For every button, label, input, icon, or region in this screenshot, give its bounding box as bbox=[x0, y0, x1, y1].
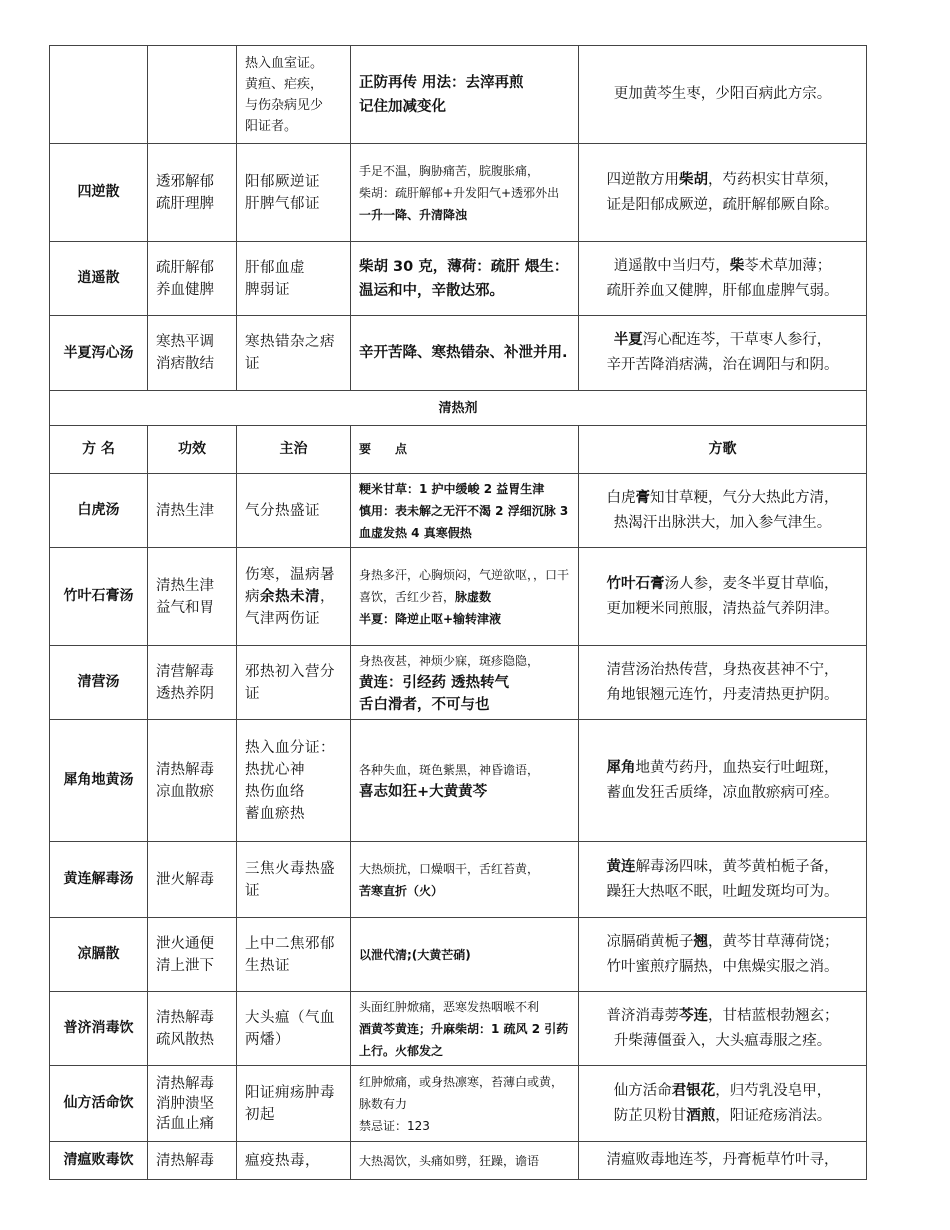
key-point-line: 粳米甘草：1 护中缓峻 2 益胃生津 bbox=[359, 481, 545, 496]
indication-text: ，气津两伤证 bbox=[245, 588, 335, 627]
table-row-zhuye bbox=[50, 548, 867, 646]
indication-cell bbox=[237, 720, 351, 842]
effect-line: 消肿溃坚 bbox=[156, 1095, 214, 1112]
song-text: 地黄芍药丹，血热妄行吐衄斑， bbox=[635, 759, 839, 776]
formula-song-cell: 更加黄芩生枣，少阳百病此方宗。 bbox=[579, 46, 867, 144]
indication-line: 肝郁血虚 bbox=[245, 259, 305, 276]
formula-song-cell bbox=[579, 316, 867, 391]
key-point-line: 红肿焮痛，或身热凛寒，苔薄白或黄，脉数有力 bbox=[359, 1074, 564, 1111]
indication-cell bbox=[237, 548, 351, 646]
song-text: ，芍药枳实甘草须， bbox=[708, 171, 839, 188]
table-row-baihu bbox=[50, 474, 867, 548]
song-text: ，甘桔蓝根勃翘玄； bbox=[708, 1007, 839, 1024]
table-row-huanglian bbox=[50, 842, 867, 918]
song-line: 角地银翘元连竹，丹麦清热更护阴。 bbox=[606, 686, 839, 703]
effect-cell bbox=[148, 548, 237, 646]
header-effect: 功效 bbox=[148, 426, 237, 474]
formula-song-cell bbox=[579, 144, 867, 242]
key-points-cell bbox=[351, 720, 579, 842]
effect-cell bbox=[148, 720, 237, 842]
indication-line: 阳郁厥逆证 bbox=[245, 173, 320, 190]
section-row bbox=[50, 391, 867, 426]
table-row-banxia bbox=[50, 316, 867, 391]
indication-cell: 瘟疫热毒， bbox=[237, 1142, 351, 1180]
song-line: 竹叶蜜煎疗膈热，中焦燥实服之消。 bbox=[606, 958, 839, 975]
effect-line: 清热生津 bbox=[156, 577, 214, 594]
header-song: 方歌 bbox=[579, 426, 867, 474]
effect-line: 透热养阴 bbox=[156, 685, 214, 702]
song-emphasis: 柴胡 bbox=[679, 171, 708, 188]
formula-song-cell bbox=[579, 842, 867, 918]
song-text: 汤人参，麦冬半夏甘草临， bbox=[664, 575, 839, 592]
song-emphasis: 酒煎 bbox=[686, 1107, 716, 1124]
song-text: ，归芍乳没皂甲， bbox=[715, 1082, 832, 1099]
formula-song-cell: 清瘟败毒地连芩，丹膏栀草竹叶寻， bbox=[579, 1142, 867, 1180]
effect-cell: 清热解毒 bbox=[148, 1142, 237, 1180]
key-point-line: 柴胡：疏肝解郁+升发阳气+透邪外出 bbox=[359, 185, 560, 200]
song-text: ，黄芩甘草薄荷饶； bbox=[708, 933, 839, 950]
effect-cell bbox=[148, 46, 237, 144]
formula-name-cell: 四逆散 bbox=[50, 144, 148, 242]
key-point-line: 记住加减变化 bbox=[359, 98, 446, 115]
table-row-xianfang bbox=[50, 1066, 867, 1142]
effect-line: 疏肝解郁 bbox=[156, 259, 214, 276]
song-line: 躁狂大热呕不眠，吐衄发斑均可为。 bbox=[606, 883, 839, 900]
key-point-line: 大热烦扰，口燥咽干，舌红苔黄， bbox=[359, 861, 540, 876]
song-emphasis: 竹叶石膏 bbox=[606, 575, 665, 592]
table-row-xiaoyao bbox=[50, 242, 867, 316]
effect-cell bbox=[148, 992, 237, 1066]
key-points-cell: 辛开苦降、寒热错杂、补泄并用. bbox=[351, 316, 579, 391]
song-text: 四逆散方用 bbox=[606, 171, 679, 188]
song-emphasis: 翘 bbox=[693, 933, 708, 950]
song-emphasis: 犀角 bbox=[606, 759, 636, 776]
song-line: 证是阳郁成厥逆，疏肝解郁厥自除。 bbox=[606, 196, 839, 213]
table-row-qingying bbox=[50, 646, 867, 720]
table-row-sini bbox=[50, 144, 867, 242]
effect-cell: 清热生津 bbox=[148, 474, 237, 548]
indication-cell: 邪热初入营分证 bbox=[237, 646, 351, 720]
indication-cell: 上中二焦邪郁生热证 bbox=[237, 918, 351, 992]
song-line: 升柴薄僵蚕入，大头瘟毒服之痊。 bbox=[613, 1032, 832, 1049]
indication-cell: 寒热错杂之痞证 bbox=[237, 316, 351, 391]
song-line: 疏肝养血又健脾，肝郁血虚脾气弱。 bbox=[606, 282, 839, 299]
key-points-cell bbox=[351, 474, 579, 548]
table-row-continuation bbox=[50, 46, 867, 144]
indication-line: 肝脾气郁证 bbox=[245, 195, 320, 212]
effect-line: 消痞散结 bbox=[156, 356, 214, 372]
key-point-line: 头面红肿焮痛，恶寒发热咽喉不利 bbox=[359, 999, 540, 1014]
key-point-line: 黄连：引经药 透热转气 bbox=[359, 674, 510, 691]
key-point-line: 一升一降、升清降浊 bbox=[359, 207, 468, 222]
key-point-line: 舌白滑者，不可与也 bbox=[359, 696, 490, 713]
formula-song-cell bbox=[579, 242, 867, 316]
formula-song-cell bbox=[579, 1066, 867, 1142]
effect-line: 清热解毒 bbox=[156, 761, 214, 778]
key-point-line: 慎用：表未解之无汗不渴 2 浮细沉脉 3 血虚发热 4 真寒假热 bbox=[359, 503, 569, 540]
table-row-liangge bbox=[50, 918, 867, 992]
header-row bbox=[50, 426, 867, 474]
formula-song-cell bbox=[579, 474, 867, 548]
song-text: 普济消毒蒡 bbox=[606, 1007, 679, 1024]
header-key-points: 要 点 bbox=[351, 426, 579, 474]
indication-line: 阳证者。 bbox=[245, 118, 298, 134]
key-points-cell bbox=[351, 646, 579, 720]
song-text: 苓术草加薄； bbox=[744, 257, 832, 274]
table-row-puji bbox=[50, 992, 867, 1066]
formula-song-cell bbox=[579, 992, 867, 1066]
key-point-line: 酒黄芩黄连；升麻柴胡：1 疏风 2 引药上行。火郁发之 bbox=[359, 1021, 569, 1058]
song-emphasis: 柴 bbox=[729, 257, 745, 274]
key-points-cell bbox=[351, 992, 579, 1066]
formula-name-cell: 清营汤 bbox=[50, 646, 148, 720]
indication-line: 脾弱证 bbox=[245, 281, 290, 298]
song-line bbox=[585, 1104, 860, 1129]
indication-line: 蓄血瘀热 bbox=[245, 805, 305, 822]
effect-line: 活血止痛 bbox=[156, 1115, 214, 1132]
formula-song-cell bbox=[579, 646, 867, 720]
key-point-line: 身热夜甚，神烦少寐，斑疹隐隐， bbox=[359, 653, 540, 668]
key-points-cell bbox=[351, 842, 579, 918]
song-line: 更加粳米同煎服，清热益气养阴津。 bbox=[606, 600, 839, 617]
key-point-line: 各种失血，斑色紫黑，神昏谵语， bbox=[359, 762, 540, 777]
key-points-cell bbox=[351, 46, 579, 144]
formula-name-cell: 竹叶石膏汤 bbox=[50, 548, 148, 646]
effect-line: 寒热平调 bbox=[156, 334, 214, 350]
section-title: 清热剂 bbox=[50, 391, 867, 426]
effect-line: 养血健脾 bbox=[156, 281, 214, 298]
song-line: 蓄血发狂舌质绛，凉血散瘀病可痊。 bbox=[606, 784, 839, 801]
effect-cell bbox=[148, 1066, 237, 1142]
formula-name-cell: 犀角地黄汤 bbox=[50, 720, 148, 842]
table-row-xijiao bbox=[50, 720, 867, 842]
key-points-cell: 大热渴饮，头痛如劈，狂躁，谵语 bbox=[351, 1142, 579, 1180]
indication-line: 与伤杂病见少 bbox=[245, 97, 324, 113]
key-point-line: 禁忌证：123 bbox=[359, 1118, 430, 1133]
formula-name-cell: 逍遥散 bbox=[50, 242, 148, 316]
key-point-line: 半夏：降逆止呕+输转津液 bbox=[359, 611, 502, 626]
key-point-line: 喜志如狂+大黄黄芩 bbox=[359, 783, 488, 800]
song-emphasis: 黄连 bbox=[606, 858, 636, 875]
indication-cell bbox=[237, 144, 351, 242]
header-indication: 主治 bbox=[237, 426, 351, 474]
formula-name-cell: 黄连解毒汤 bbox=[50, 842, 148, 918]
indication-line: 热入血室证。 bbox=[245, 55, 324, 71]
song-text: ，阳证疮疡消法。 bbox=[715, 1107, 832, 1124]
song-emphasis: 膏 bbox=[635, 489, 650, 506]
song-text: 解毒汤四味，黄芩黄柏栀子备， bbox=[635, 858, 839, 875]
formula-name-cell: 白虎汤 bbox=[50, 474, 148, 548]
key-point-line: 手足不温，胸胁痛苦，脘腹胀痛， bbox=[359, 163, 540, 178]
song-text: 仙方活命 bbox=[613, 1082, 672, 1099]
effect-line: 透邪解郁 bbox=[156, 173, 214, 190]
song-line: 辛开苦降消痞满，治在调阳与和阴。 bbox=[606, 357, 839, 373]
indication-line: 黄疸、疟疾， bbox=[245, 76, 324, 92]
formula-song-cell bbox=[579, 918, 867, 992]
effect-line: 疏风散热 bbox=[156, 1031, 214, 1048]
effect-cell bbox=[148, 316, 237, 391]
effect-line: 清上泄下 bbox=[156, 957, 214, 974]
song-line: 清营汤治热传营，身热夜甚神不宁， bbox=[606, 661, 839, 678]
indication-emphasis: 余热未清 bbox=[260, 588, 320, 605]
song-emphasis: 君银花 bbox=[671, 1082, 716, 1099]
effect-cell bbox=[148, 918, 237, 992]
effect-cell: 泄火解毒 bbox=[148, 842, 237, 918]
song-emphasis: 芩连 bbox=[679, 1007, 708, 1024]
indication-text: 伤寒，温病暑病 bbox=[245, 566, 335, 605]
header-name: 方 名 bbox=[50, 426, 148, 474]
indication-cell: 三焦火毒热盛证 bbox=[237, 842, 351, 918]
key-point-emphasis: 脉虚数 bbox=[455, 589, 492, 604]
song-text: 白虎 bbox=[606, 489, 636, 506]
effect-line: 泄火通便 bbox=[156, 935, 214, 952]
song-text: 防芷贝粉甘 bbox=[613, 1107, 687, 1124]
key-points-cell bbox=[351, 1066, 579, 1142]
formula-name-cell: 普济消毒饮 bbox=[50, 992, 148, 1066]
key-points-cell: 以泄代清;(大黄芒硝) bbox=[351, 918, 579, 992]
effect-line: 益气和胃 bbox=[156, 599, 214, 616]
formula-name-cell: 仙方活命饮 bbox=[50, 1066, 148, 1142]
indication-cell bbox=[237, 46, 351, 144]
song-text: 知甘草粳，气分大热此方清， bbox=[650, 489, 839, 506]
song-text: 凉膈硝黄栀子 bbox=[606, 933, 694, 950]
key-points-cell: 柴胡 30 克，薄荷：疏肝 煨生：温运和中，辛散达邪。 bbox=[351, 242, 579, 316]
table-row-qingwen bbox=[50, 1142, 867, 1180]
song-text: 泻心配连芩，干草枣人参行， bbox=[642, 332, 832, 348]
formula-table bbox=[49, 45, 867, 1180]
indication-cell: 气分热盛证 bbox=[237, 474, 351, 548]
effect-cell bbox=[148, 242, 237, 316]
formula-name-cell: 清瘟败毒饮 bbox=[50, 1142, 148, 1180]
indication-cell: 大头瘟（气血两燔） bbox=[237, 992, 351, 1066]
effect-cell bbox=[148, 646, 237, 720]
effect-line: 凉血散瘀 bbox=[156, 783, 214, 800]
key-points-cell bbox=[351, 548, 579, 646]
effect-cell bbox=[148, 144, 237, 242]
key-point-line: 苦寒直折（火） bbox=[359, 883, 444, 898]
formula-name-cell: 半夏泻心汤 bbox=[50, 316, 148, 391]
indication-cell bbox=[237, 242, 351, 316]
key-point-text: 身热多汗，心胸烦闷，气逆欲呕，，口干喜饮，舌红少苔， bbox=[359, 567, 570, 604]
song-text: 逍遥散中当归芍， bbox=[613, 257, 730, 274]
song-emphasis: 半夏 bbox=[613, 332, 643, 348]
formula-name-cell bbox=[50, 46, 148, 144]
key-points-cell bbox=[351, 144, 579, 242]
effect-line: 清营解毒 bbox=[156, 663, 214, 680]
indication-cell: 阳证痈疡肿毒初起 bbox=[237, 1066, 351, 1142]
effect-line: 疏肝理脾 bbox=[156, 195, 214, 212]
formula-name-cell: 凉膈散 bbox=[50, 918, 148, 992]
effect-line: 清热解毒 bbox=[156, 1009, 214, 1026]
indication-line: 热入血分证：热扰心神 bbox=[245, 739, 335, 778]
indication-line: 热伤血络 bbox=[245, 783, 305, 800]
song-line: 热渴汗出脉洪大，加入参气津生。 bbox=[613, 514, 832, 531]
effect-line: 清热解毒 bbox=[156, 1075, 214, 1092]
formula-song-cell bbox=[579, 548, 867, 646]
formula-song-cell bbox=[579, 720, 867, 842]
key-point-line: 正防再传 用法：去滓再煎 bbox=[359, 74, 524, 91]
